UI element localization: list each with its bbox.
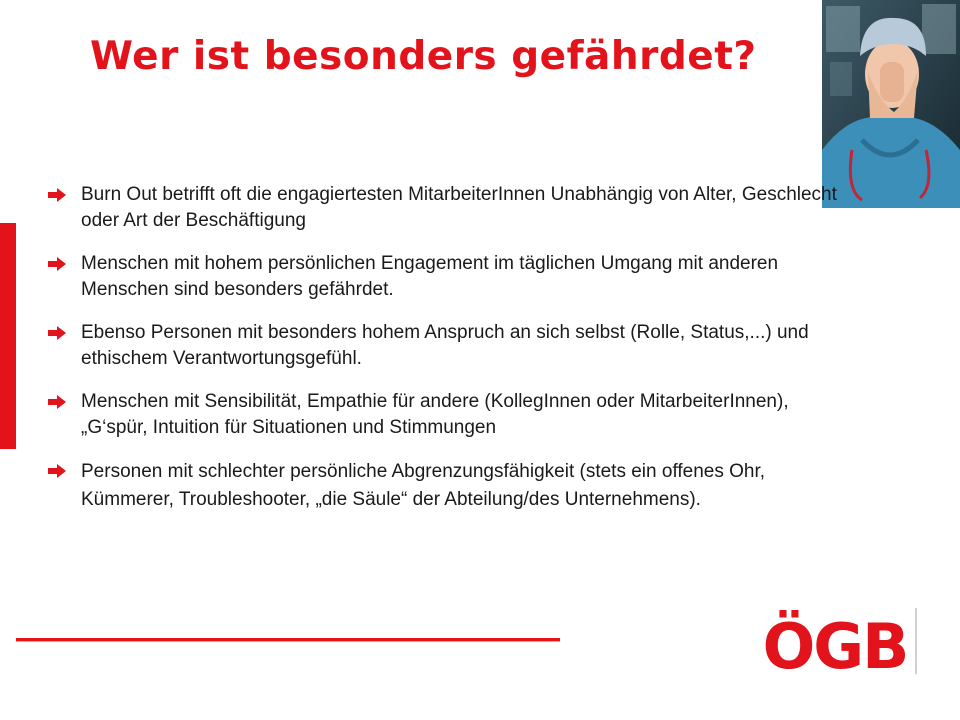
slide-title: Wer ist besonders gefährdet? [90,34,757,79]
arrow-right-icon [48,395,66,409]
bottom-divider [16,638,560,642]
list-item [48,182,838,234]
bullet-text: Burn Out betrifft oft die engagiertesten MitarbeiterInnen Unabhängig von Alter, Geschlecht oder Art der Beschäftigung [81,184,837,231]
bullet-text: Menschen mit Sensibilität, Empathie für andere (KollegInnen oder MitarbeiterInnen), „G‘spür, Intuition für Situationen und Stimmungen [81,391,789,438]
arrow-right-icon [48,326,66,340]
bullet-list [48,182,838,530]
bullet-text: Menschen mit hohem persönlichen Engagement im täglichen Umgang mit anderen Menschen sind besonders gefährdet. [81,253,779,300]
list-item [48,320,838,372]
logo-text: ÖGB [762,610,908,676]
ogb-logo [752,604,918,676]
arrow-right-icon [48,464,66,478]
bullet-text: Personen mit schlechter persönliche Abgrenzungsfähigkeit (stets ein offenes Ohr, Kümmerer, Troubleshooter, „die Säule“ der Abteilung/des Unternehmens). [81,461,766,510]
nurse-photo [822,0,960,208]
list-item [48,389,838,441]
bullet-text: Ebenso Personen mit besonders hohem Anspruch an sich selbst (Rolle, Status,...) und ethischem Verantwortungsgefühl. [81,322,809,369]
list-item [48,458,838,513]
left-accent-bar [0,223,16,449]
arrow-right-icon [48,257,66,271]
list-item [48,251,838,303]
arrow-right-icon [48,188,66,202]
